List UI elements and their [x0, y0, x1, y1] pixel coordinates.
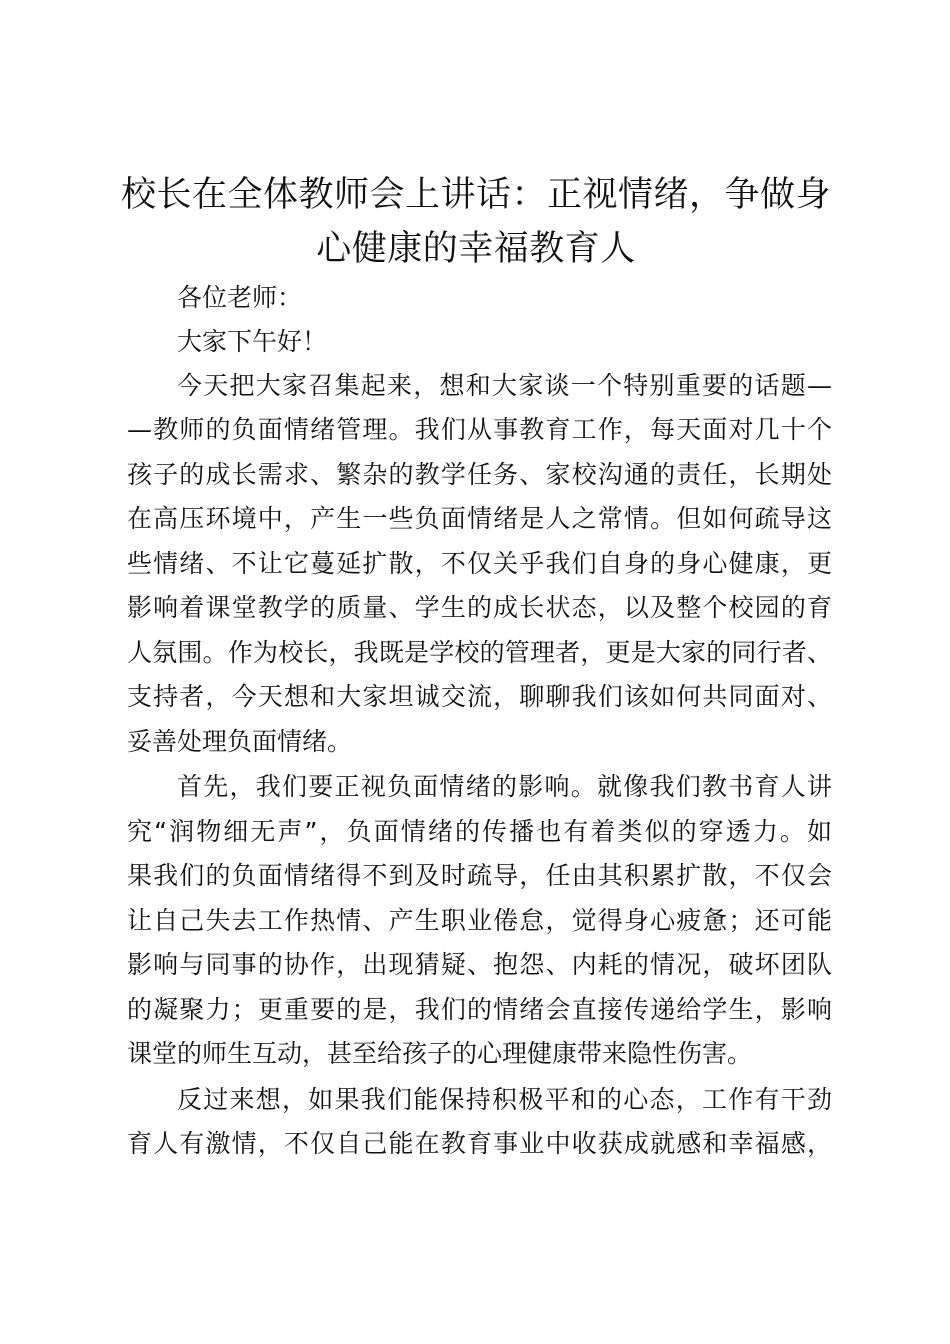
- title-line-1: 校长在全体教师会上讲话：正视情绪，争做身: [120, 175, 831, 215]
- document-title: [120, 168, 832, 276]
- paragraph-line: 人氛围。作为校长，我既是学校的管理者，更是大家的同行者、: [127, 638, 832, 667]
- paragraph-line: 妥善处理负面情绪。: [127, 727, 353, 756]
- paragraph-line: 反过来想，如果我们能保持积极平和的心态，工作有干劲: [177, 1085, 832, 1114]
- paragraph-line: 课堂的师生互动，甚至给孩子的心理健康带来隐性伤害。: [127, 1039, 753, 1068]
- paragraph-line: —教师的负面情绪管理。我们从事教育工作，每天面对几十个: [127, 415, 832, 444]
- paragraph-line: 今天把大家召集起来，想和大家谈一个特别重要的话题—: [177, 371, 832, 400]
- salutation: 各位老师：: [177, 283, 303, 312]
- greeting: 大家下午好！: [177, 327, 328, 356]
- paragraph-line: 孩子的成长需求、繁杂的教学任务、家校沟通的责任，长期处: [127, 460, 832, 489]
- paragraph-line: 影响与同事的协作，出现猜疑、抱怨、内耗的情况，破坏团队: [127, 950, 832, 979]
- paragraph-line: 究“润物细无声”，负面情绪的传播也有着类似的穿透力。如: [127, 817, 832, 846]
- paragraph-line: 支持者，今天想和大家坦诚交流，聊聊我们该如何共同面对、: [127, 682, 832, 711]
- paragraph-line: 果我们的负面情绪得不到及时疏导，任由其积累扩散，不仅会: [127, 861, 832, 890]
- paragraph-line: 的凝聚力；更重要的是，我们的情绪会直接传递给学生，影响: [127, 995, 832, 1024]
- paragraph-line: 些情绪、不让它蔓延扩散，不仅关乎我们自身的身心健康，更: [127, 549, 832, 578]
- paragraph-line: 育人有激情，不仅自己能在教育事业中收获成就感和幸福感，: [127, 1129, 832, 1158]
- paragraph-line: 让自己失去工作热情、产生职业倦怠，觉得身心疲惫；还可能: [127, 906, 832, 935]
- paragraph-line: 首先，我们要正视负面情绪的影响。就像我们教书育人讲: [177, 772, 832, 801]
- paragraph-line: 影响着课堂教学的质量、学生的成长状态，以及整个校园的育: [127, 593, 832, 622]
- title-line-2: 心健康的幸福教育人: [316, 229, 636, 269]
- paragraph-line: 在高压环境中，产生一些负面情绪是人之常情。但如何疏导这: [127, 504, 832, 533]
